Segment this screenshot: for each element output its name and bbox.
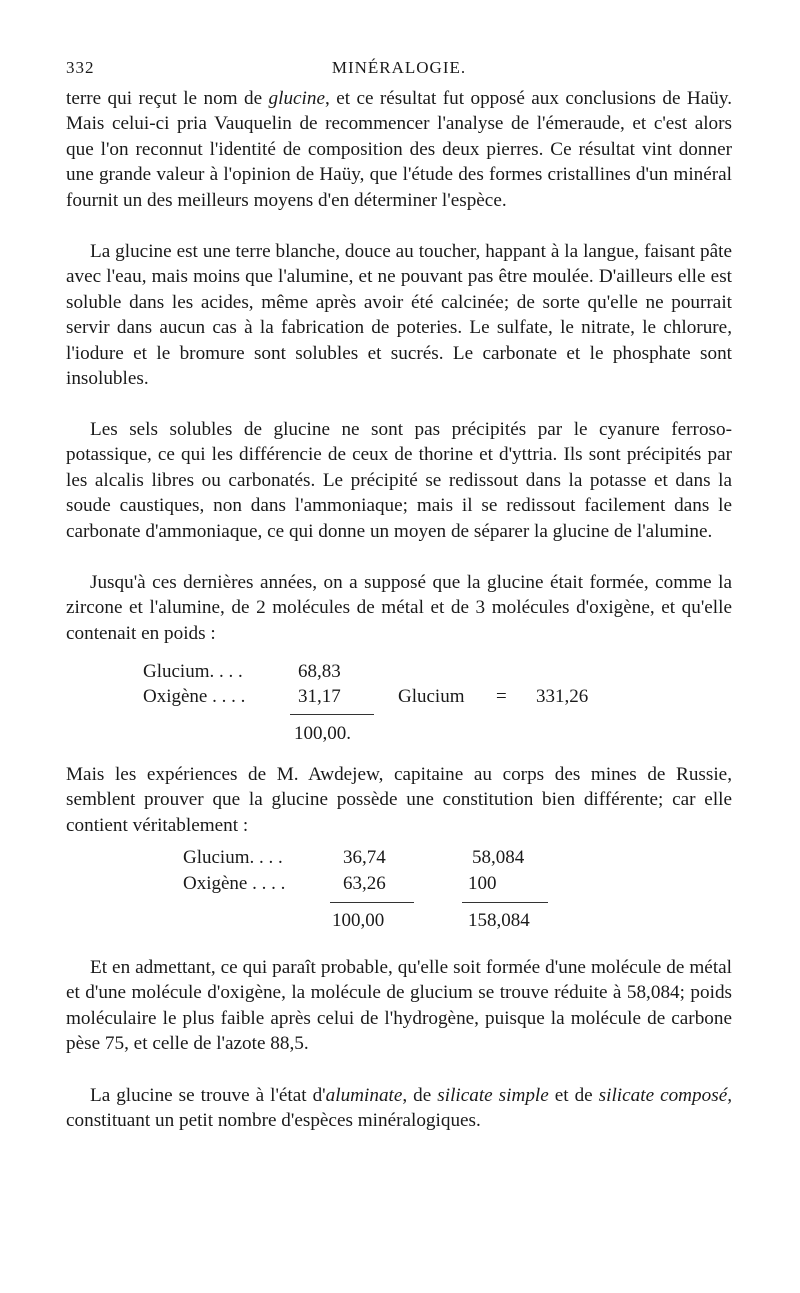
table2-row2-v1: 63,26	[343, 873, 386, 894]
paragraph-1-block	[66, 86, 732, 213]
term-aluminate: aluminate	[325, 1085, 403, 1106]
table2-row2-v2: 100	[468, 873, 497, 894]
paragraph-4: Jusqu'à ces dernières années, on a supposé que la glucine était formée, comme la zircone et l'alumine, de 2 molécules de métal et de 3 molécules d'oxigène, et qu'elle contenait en poids :	[66, 572, 732, 644]
term-silicate-compose: silicate composé,	[598, 1085, 733, 1106]
table2-sum-rule-1	[330, 902, 414, 903]
paragraph-7-text-a: La glucine se trouve à l'état d'	[90, 1085, 326, 1106]
table2-total-2: 158,084	[468, 910, 530, 931]
paragraph-3-block	[66, 417, 732, 544]
paragraph-1-text-a: terre qui reçut le nom de	[66, 88, 269, 109]
term-glucine: glucine	[268, 88, 325, 109]
paragraph-6-block	[66, 955, 732, 1057]
paragraph-7-block	[66, 1083, 732, 1134]
paragraph-7-text-c: , de	[402, 1085, 438, 1106]
paragraph-4-block	[66, 570, 732, 646]
paragraph-5: Mais les expériences de M. Awdejew, capitaine au corps des mines de Russie, semblent prouver que la glucine possède une constitution bien différente; car elle contient véritablement :	[66, 764, 732, 836]
composition-table-2	[0, 846, 800, 946]
table1-eq-value: 331,26	[536, 686, 589, 707]
table1-total: 100,00.	[294, 723, 351, 744]
paragraph-1	[66, 86, 732, 213]
table2-row1-v2: 58,084	[472, 847, 525, 868]
paragraph-5-block	[66, 762, 732, 838]
paragraph-2-block	[66, 239, 732, 391]
table2-sum-rule-2	[462, 902, 548, 903]
page-header	[66, 58, 732, 80]
table2-total-1: 100,00	[332, 910, 385, 931]
table1-eq-label: Glucium	[398, 686, 465, 707]
paragraph-2: La glucine est une terre blanche, douce au toucher, happant à la langue, faisant pâte avec l'eau, mais moins que l'alumine, et ne pouvant pas être moulée. D'ailleurs elle est soluble dans les acides, même après avoir été calcinée; de sorte qu'elle ne pourrait servir dans aucun cas à la fabrication de poteries. Le sulfate, le nitrate, le chlorure, l'iodure et le bromure sont solubles et sucrés. Le carbonate et le phosphate sont insolubles.	[66, 241, 732, 390]
running-title: MINÉRALOGIE.	[331, 58, 467, 77]
paragraph-7	[66, 1083, 732, 1134]
page-number: 332	[66, 58, 95, 77]
table2-row1-v1: 36,74	[343, 847, 386, 868]
paragraph-7-text-g: constituant un petit nombre d'espèces minéralogiques.	[66, 1110, 481, 1132]
paragraph-1-text-c: , et ce résultat fut opposé aux conclusions de Haüy. Mais celui-ci pria Vauquelin de recommencer l'analyse de l'émeraude, et c'est alors que l'on reconnut l'identité de composition des deux pierres. Ce résultat vint donner une grande valeur à l'opinion de Haüy, que l'étude des formes cristallines d'un minéral fournit un des meilleurs moyens d'en déterminer l'espèce.	[66, 88, 732, 211]
table1-row2-label: Oxigène . . . .	[143, 686, 246, 707]
table2-row2-label: Oxigène . . . .	[183, 873, 286, 894]
term-silicate-simple: silicate simple	[437, 1085, 549, 1106]
table1-sum-rule	[290, 714, 374, 715]
table1-row2-value: 31,17	[298, 686, 341, 707]
paragraph-6: Et en admettant, ce qui paraît probable, qu'elle soit formée d'une molécule de métal et d'une molécule d'oxigène, la molécule de glucium se trouve réduite à 58,084; poids moléculaire le plus faible après celui de l'hydrogène, puisque la molécule de carbone pèse 75, et celle de l'azote 88,5.	[66, 957, 732, 1055]
table2-row1-label: Glucium. . . .	[183, 847, 283, 868]
table1-eq-sign: =	[496, 686, 507, 707]
table1-row1-value: 68,83	[298, 661, 341, 682]
paragraph-7-text-e: et de	[548, 1085, 599, 1106]
paragraph-3: Les sels solubles de glucine ne sont pas précipités par le cyanure ferroso-potassique, ce qui les différencie de ceux de thorine et d'yttria. Ils sont précipités par les alcalis libres ou carbonatés. Le précipité se redissout dans la potasse et dans la soude caustiques, non dans l'ammoniaque; mais il se redissout facilement dans le carbonate d'ammoniaque, ce qui donne un moyen de séparer la glucine de l'alumine.	[66, 419, 732, 542]
composition-table-1	[0, 660, 800, 760]
table1-row1-label: Glucium. . . .	[143, 661, 243, 682]
